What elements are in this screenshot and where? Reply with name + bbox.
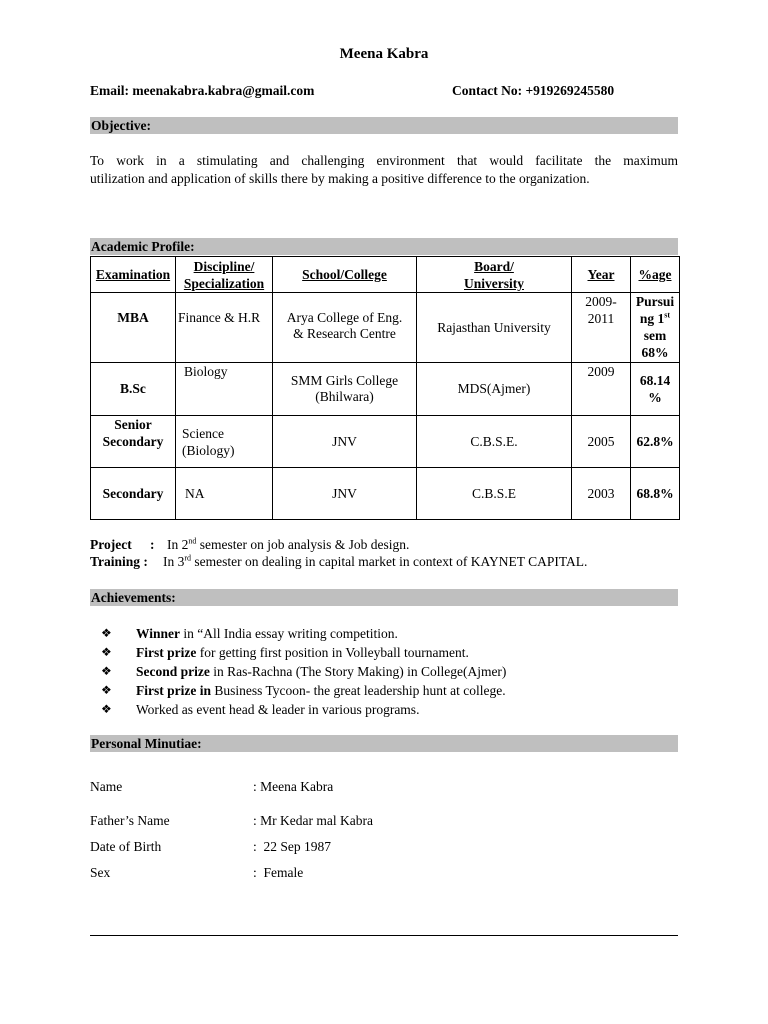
pct-line2-text: ng 1 [639, 311, 665, 326]
discipline-cell: NA [176, 468, 273, 520]
table-header-row [91, 257, 680, 293]
table-row [91, 363, 680, 416]
school-cell: JNV [273, 468, 417, 520]
training-label: Training : [90, 554, 148, 569]
achievement-bold: First prize in [136, 683, 211, 698]
personal-dob-key: Date of Birth [90, 839, 162, 854]
academic-table [90, 256, 680, 520]
training-sup: rd [184, 553, 192, 563]
pct-line2 [631, 310, 679, 327]
objective-text [90, 152, 678, 188]
year-line1: 2009- [585, 294, 617, 309]
objective-line-1: To work in a stimulating and challenging environment that would facilitate the maximum [90, 153, 678, 168]
project-line [90, 537, 678, 553]
header-discipline-line2: Specialization [183, 275, 265, 291]
diamond-bullet-icon: ❖ [101, 702, 112, 716]
achievements-heading: Achievements: [90, 589, 678, 606]
pct-cell [631, 363, 680, 416]
project-pre: In 2 [167, 537, 189, 552]
personal-dob-value: : 22 Sep 1987 [253, 839, 332, 854]
personal-name-key: Name [90, 779, 123, 794]
personal-sex-value: : Female [253, 865, 304, 880]
project-sup: nd [188, 536, 197, 546]
board-cell: C.B.S.E [417, 468, 572, 520]
header-examination: Examination [91, 257, 176, 293]
pct-cell [631, 293, 680, 363]
school-cell [273, 363, 417, 416]
objective-heading: Objective: [90, 117, 678, 134]
header-school: School/College [273, 257, 417, 293]
exam-cell [91, 416, 176, 468]
training-pre: In 3 [163, 554, 185, 569]
discipline-cell: Biology [176, 363, 273, 416]
pct-line1: Pursui [635, 294, 675, 309]
list-item [90, 643, 678, 662]
pct-line2-sup: st [664, 310, 671, 320]
candidate-name: Meena Kabra [339, 46, 429, 62]
diamond-bullet-icon: ❖ [101, 683, 112, 697]
discipline-line1: Science [182, 425, 224, 441]
list-item [90, 662, 678, 681]
personal-father-value: : Mr Kedar mal Kabra [253, 813, 373, 828]
board-cell: C.B.S.E. [417, 416, 572, 468]
table-row [91, 468, 680, 520]
bottom-divider [90, 935, 678, 936]
personal-name-value: : Meena Kabra [253, 779, 334, 794]
pct-cell: 62.8% [631, 416, 680, 468]
exam-line1: Senior [114, 417, 152, 432]
project-label: Project [90, 537, 132, 552]
personal-heading: Personal Minutiae: [90, 735, 678, 752]
exam-cell: Secondary [91, 468, 176, 520]
pct-line3: sem [643, 328, 667, 343]
achievements-list [90, 624, 678, 719]
training-text: semester on dealing in capital market in context of KAYNET CAPITAL. [191, 554, 588, 569]
pct-line4: 68% [641, 345, 669, 360]
year-cell [572, 293, 631, 363]
exam-cell: MBA [91, 293, 176, 363]
year-cell: 2005 [572, 416, 631, 468]
list-item [90, 700, 678, 719]
year-cell: 2009 [572, 363, 631, 416]
diamond-bullet-icon: ❖ [101, 664, 112, 678]
year-cell: 2003 [572, 468, 631, 520]
achievement-text: Worked as event head & leader in various programs. [136, 702, 420, 717]
personal-sex-key: Sex [90, 865, 111, 880]
objective-line-2: utilization and application of skills there by making a positive difference to the organization. [90, 171, 590, 186]
achievement-text: in “All India essay writing competition. [180, 626, 398, 641]
pct-line2: % [648, 390, 662, 405]
header-pct: %age [631, 257, 680, 293]
header-board-line2: University [464, 275, 524, 291]
school-line2: & Research Centre [293, 326, 396, 341]
email: Email: meenakabra.kabra@gmail.com [90, 83, 315, 98]
discipline-cell [176, 416, 273, 468]
achievement-bold: Winner [136, 626, 181, 641]
table-row [91, 416, 680, 468]
achievement-bold: First prize [136, 645, 197, 660]
project-separator: : [150, 537, 155, 552]
training-line [90, 554, 678, 570]
academic-heading: Academic Profile: [90, 238, 678, 255]
board-cell: MDS(Ajmer) [417, 363, 572, 416]
header-board [417, 257, 572, 293]
header-year: Year [572, 257, 631, 293]
school-line1: SMM Girls College [290, 373, 399, 388]
discipline-cell: Finance & H.R [176, 293, 273, 363]
diamond-bullet-icon: ❖ [101, 645, 112, 659]
board-cell: Rajasthan University [417, 293, 572, 363]
school-cell: JNV [273, 416, 417, 468]
school-line1: Arya College of Eng. [286, 310, 403, 325]
achievement-text: for getting first position in Volleyball tournament. [196, 645, 469, 660]
header-discipline-line1: Discipline/ [193, 258, 255, 274]
school-cell [273, 293, 417, 363]
project-text: semester on job analysis & Job design. [196, 537, 410, 552]
school-line2: (Bhilwara) [315, 389, 374, 404]
exam-line2: Secondary [102, 434, 164, 449]
header-board-line1: Board/ [474, 258, 514, 274]
contact-number: Contact No: +919269245580 [452, 83, 615, 98]
pct-line1: 68.14 [639, 373, 671, 388]
list-item [90, 681, 678, 700]
header-discipline [176, 257, 273, 293]
personal-father-key: Father’s Name [90, 813, 170, 828]
list-item [90, 624, 678, 643]
achievement-text: in Ras-Rachna (The Story Making) in College(Ajmer) [209, 664, 507, 679]
discipline-line2: (Biology) [182, 442, 235, 458]
table-row [91, 293, 680, 363]
achievement-text: Business Tycoon- the great leadership hunt at college. [210, 683, 506, 698]
pct-cell: 68.8% [631, 468, 680, 520]
exam-cell: B.Sc [91, 363, 176, 416]
diamond-bullet-icon: ❖ [101, 626, 112, 640]
achievement-bold: Second prize [136, 664, 210, 679]
year-line2: 2011 [587, 311, 615, 326]
